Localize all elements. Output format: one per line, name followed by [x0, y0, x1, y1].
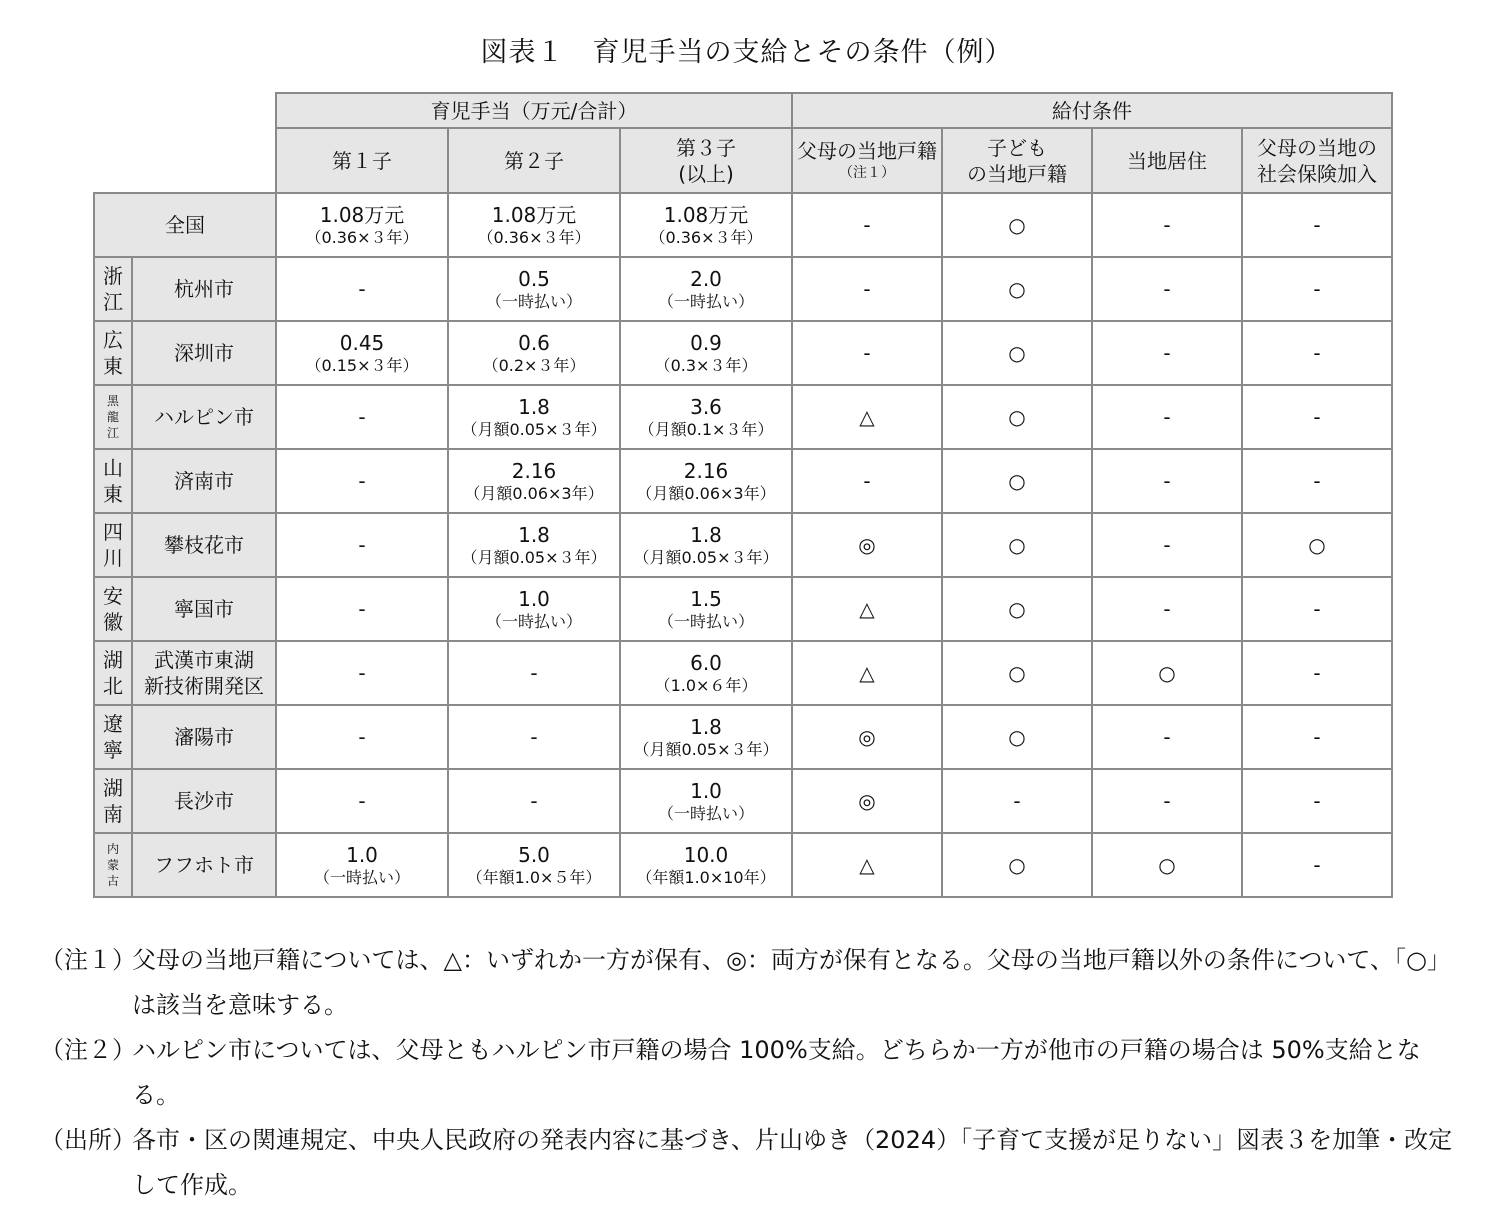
cell-child3: 1.08万元 （0.36×３年）: [620, 193, 792, 257]
cell-residence: -: [1092, 257, 1242, 321]
note-source: （出所） 各市・区の関連規定、中央人民政府の発表内容に基づき、片山ゆき（2024）「子育て支援が足りない」図表３を加筆・改定して作成。: [40, 1126, 1453, 1199]
cell-residence: -: [1092, 513, 1242, 577]
header-conditions-group: 給付条件: [792, 93, 1392, 128]
cell-insurance: -: [1242, 705, 1392, 769]
city-label: 済南市: [132, 449, 276, 513]
cell-residence: ○: [1092, 641, 1242, 705]
province-label: 湖 北: [94, 641, 132, 705]
cell-child-hukou: ○: [942, 513, 1092, 577]
header-child3: 第３子 (以上): [620, 128, 792, 193]
cell-child2: 2.16 （月額0.06×3年）: [448, 449, 620, 513]
cell-child2: -: [448, 769, 620, 833]
table-row: [94, 449, 1392, 513]
header-insurance: 父母の当地の 社会保険加入: [1242, 128, 1392, 193]
city-label: 寧国市: [132, 577, 276, 641]
cell-child-hukou: -: [942, 769, 1092, 833]
cell-child1: -: [276, 705, 448, 769]
cell-child1: 1.0 （一時払い）: [276, 833, 448, 897]
cell-insurance: -: [1242, 769, 1392, 833]
cell-child-hukou: ○: [942, 705, 1092, 769]
cell-parent-hukou: -: [792, 449, 942, 513]
notes-section: [40, 938, 1460, 1208]
table-row: [94, 705, 1392, 769]
cell-parent-hukou: ◎: [792, 769, 942, 833]
cell-child3: 0.9 （0.3×３年）: [620, 321, 792, 385]
table-row: [94, 769, 1392, 833]
cell-child2: 0.5 （一時払い）: [448, 257, 620, 321]
table-row: [94, 385, 1392, 449]
province-label: 安 徽: [94, 577, 132, 641]
province-label: 遼 寧: [94, 705, 132, 769]
cell-insurance: -: [1242, 641, 1392, 705]
corner-blank: [94, 93, 276, 193]
cell-child2: 0.6 （0.2×３年）: [448, 321, 620, 385]
cell-child-hukou: ○: [942, 193, 1092, 257]
cell-insurance: -: [1242, 385, 1392, 449]
cell-child3: 2.0 （一時払い）: [620, 257, 792, 321]
city-label: 武漢市東湖 新技術開発区: [132, 641, 276, 705]
province-label: 山 東: [94, 449, 132, 513]
table-row: [94, 321, 1392, 385]
cell-child-hukou: ○: [942, 641, 1092, 705]
cell-residence: -: [1092, 705, 1242, 769]
city-label: 瀋陽市: [132, 705, 276, 769]
cell-child3: 6.0 （1.0×６年）: [620, 641, 792, 705]
cell-residence: -: [1092, 577, 1242, 641]
cell-child1: -: [276, 577, 448, 641]
cell-child2: 1.0 （一時払い）: [448, 577, 620, 641]
province-label: 広 東: [94, 321, 132, 385]
city-label: 深圳市: [132, 321, 276, 385]
cell-child1: 0.45 （0.15×３年）: [276, 321, 448, 385]
cell-residence: -: [1092, 769, 1242, 833]
city-label: 杭州市: [132, 257, 276, 321]
cell-child-hukou: ○: [942, 257, 1092, 321]
province-label: 浙 江: [94, 257, 132, 321]
cell-child2: 1.8 （月額0.05×３年）: [448, 513, 620, 577]
cell-child3: 3.6 （月額0.1×３年）: [620, 385, 792, 449]
note-2: （注２） ハルピン市については、父母ともハルピン市戸籍の場合 100%支給。どちらか一方が他市の戸籍の場合は 50%支給となる。: [40, 1036, 1421, 1109]
cell-residence: ○: [1092, 833, 1242, 897]
cell-child3: 1.0 （一時払い）: [620, 769, 792, 833]
cell-residence: -: [1092, 321, 1242, 385]
cell-child3: 10.0 （年額1.0×10年）: [620, 833, 792, 897]
cell-child2: 5.0 （年額1.0×５年）: [448, 833, 620, 897]
header-allowance-group: 育児手当（万元/合計）: [276, 93, 792, 128]
cell-parent-hukou: -: [792, 321, 942, 385]
header-child1: 第１子: [276, 128, 448, 193]
cell-insurance: -: [1242, 193, 1392, 257]
cell-insurance: -: [1242, 577, 1392, 641]
cell-child2: -: [448, 705, 620, 769]
city-label: ハルピン市: [132, 385, 276, 449]
cell-child3: 1.8 （月額0.05×３年）: [620, 513, 792, 577]
cell-child3: 2.16 （月額0.06×3年）: [620, 449, 792, 513]
cell-parent-hukou: ◎: [792, 705, 942, 769]
province-label: 黑 龍 江: [94, 385, 132, 449]
cell-child-hukou: ○: [942, 833, 1092, 897]
cell-child-hukou: ○: [942, 449, 1092, 513]
table-row: [94, 513, 1392, 577]
cell-child1: 1.08万元 （0.36×３年）: [276, 193, 448, 257]
cell-parent-hukou: △: [792, 641, 942, 705]
cell-child-hukou: ○: [942, 577, 1092, 641]
header-parent-hukou: 父母の当地戸籍 （注１）: [792, 128, 942, 193]
note-1: （注１） 父母の当地戸籍については、△：いずれか一方が保有、◎：両方が保有となる。父母の当地戸籍以外の条件について、「○」は該当を意味する。: [40, 946, 1451, 1019]
cell-insurance: ○: [1242, 513, 1392, 577]
cell-parent-hukou: △: [792, 833, 942, 897]
cell-parent-hukou: -: [792, 193, 942, 257]
cell-child1: -: [276, 769, 448, 833]
cell-parent-hukou: △: [792, 577, 942, 641]
city-label: 長沙市: [132, 769, 276, 833]
cell-parent-hukou: △: [792, 385, 942, 449]
table-row-national: [94, 193, 1392, 257]
cell-child1: -: [276, 385, 448, 449]
city-label: フフホト市: [132, 833, 276, 897]
cell-residence: -: [1092, 385, 1242, 449]
province-label: 湖 南: [94, 769, 132, 833]
cell-residence: -: [1092, 449, 1242, 513]
cell-child3: 1.8 （月額0.05×３年）: [620, 705, 792, 769]
cell-parent-hukou: -: [792, 257, 942, 321]
cell-child-hukou: ○: [942, 321, 1092, 385]
table-row: [94, 833, 1392, 897]
cell-child2: -: [448, 641, 620, 705]
cell-insurance: -: [1242, 257, 1392, 321]
cell-insurance: -: [1242, 321, 1392, 385]
header-child2: 第２子: [448, 128, 620, 193]
province-label: 四 川: [94, 513, 132, 577]
cell-child1: -: [276, 513, 448, 577]
cell-child1: -: [276, 641, 448, 705]
cell-residence: -: [1092, 193, 1242, 257]
table-row: [94, 577, 1392, 641]
national-label: 全国: [94, 193, 276, 257]
city-label: 攀枝花市: [132, 513, 276, 577]
cell-child2: 1.08万元 （0.36×３年）: [448, 193, 620, 257]
table-row: [94, 257, 1392, 321]
cell-child1: -: [276, 449, 448, 513]
cell-parent-hukou: ◎: [792, 513, 942, 577]
allowance-table: [93, 92, 1393, 898]
header-child-hukou: 子ども の当地戸籍: [942, 128, 1092, 193]
cell-child-hukou: ○: [942, 385, 1092, 449]
cell-insurance: -: [1242, 449, 1392, 513]
province-label: 内 蒙 古: [94, 833, 132, 897]
cell-insurance: -: [1242, 833, 1392, 897]
header-residence: 当地居住: [1092, 128, 1242, 193]
cell-child2: 1.8 （月額0.05×３年）: [448, 385, 620, 449]
figure-title: 図表１ 育児手当の支給とその条件（例）: [480, 37, 1013, 68]
cell-child3: 1.5 （一時払い）: [620, 577, 792, 641]
table-row: [94, 641, 1392, 705]
cell-child1: -: [276, 257, 448, 321]
